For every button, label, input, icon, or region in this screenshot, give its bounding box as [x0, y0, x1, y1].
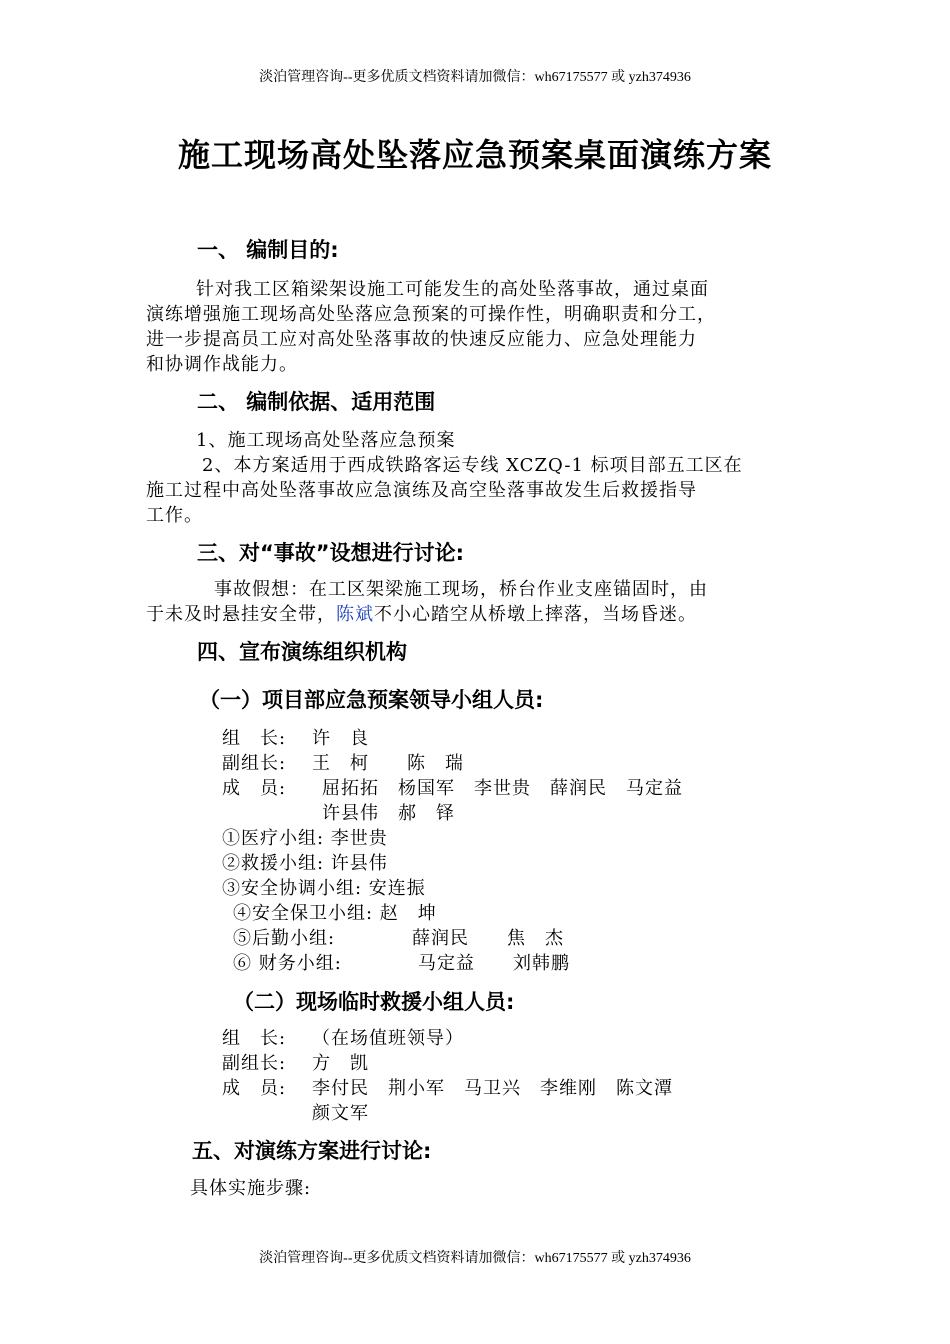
team-line: ①医疗小组: 李世贵: [222, 828, 388, 849]
section-2-line: 施工过程中高处坠落事故应急演练及高空坠落事故发生后救援指导: [146, 480, 697, 501]
section-5-heading: 五、对演练方案进行讨论:: [192, 1139, 432, 1163]
document-title: 施工现场高处坠落应急预案桌面演练方案: [177, 136, 772, 174]
section-3-text-a: 于未及时悬挂安全带，: [146, 604, 336, 625]
g1-leader-label: 组 长:: [222, 728, 287, 749]
g1-deputy: 王 柯 陈 瑞: [312, 753, 464, 774]
team-line: ④安全保卫小组: 赵 坤: [233, 903, 437, 924]
page-header: 淡泊管理咨询--更多优质文档资料请加微信：wh67175577 或 yzh374936: [259, 70, 691, 85]
team-line: ②救援小组: 许县伟: [222, 853, 388, 874]
section-2-line: 2、本方案适用于西成铁路客运专线 XCZQ-1 标项目部五工区在: [202, 455, 743, 476]
section-3-heading: 三、对“事故”设想进行讨论:: [197, 541, 465, 565]
section-1-line: 针对我工区箱梁架设施工可能发生的高处坠落事故，通过桌面: [196, 279, 709, 300]
subsection-2-heading: （二）现场临时救援小组人员:: [233, 990, 515, 1014]
g1-members: 屈拓拓 杨国军 李世贵 薛润民 马定益: [322, 778, 683, 799]
section-1-heading: 一、 编制目的:: [197, 238, 339, 262]
section-3-line: 事故假想：在工区架梁施工现场，桥台作业支座锚固时，由: [214, 579, 708, 600]
g2-members: 颜文军: [312, 1103, 369, 1124]
team-6-label: ⑥ 财务小组:: [233, 953, 342, 974]
section-2-line: 1、施工现场高处坠落应急预案: [196, 430, 456, 451]
g2-members: 李付民 荆小军 马卫兴 李维刚 陈文潭: [312, 1078, 673, 1099]
section-5-line: 具体实施步骤:: [190, 1178, 312, 1199]
g2-deputy: 方 凯: [312, 1053, 369, 1074]
person-name-link[interactable]: 陈斌: [336, 604, 374, 625]
g2-members-label: 成 员:: [222, 1078, 287, 1099]
g1-leader: 许 良: [312, 728, 369, 749]
section-4-heading: 四、宣布演练组织机构: [197, 640, 407, 664]
team-5-label: ⑤后勤小组:: [233, 928, 336, 949]
team-line: ③安全协调小组: 安连振: [222, 878, 426, 899]
team-5-members: 薛润民 焦 杰: [412, 928, 564, 949]
g2-deputy-label: 副组长:: [222, 1053, 287, 1074]
g1-deputy-label: 副组长:: [222, 753, 287, 774]
section-2-line: 工作。: [146, 505, 203, 526]
g2-leader-label: 组 长:: [222, 1028, 287, 1049]
team-6-members: 马定益 刘韩鹏: [418, 953, 570, 974]
section-1-line: 进一步提高员工应对高处坠落事故的快速反应能力、应急处理能力: [146, 329, 697, 350]
page-footer: 淡泊管理咨询--更多优质文档资料请加微信：wh67175577 或 yzh374936: [259, 1251, 691, 1266]
section-3-text-b: 不小心踏空从桥墩上摔落，当场昏迷。: [374, 604, 697, 625]
g1-members: 许县伟 郝 铎: [322, 803, 455, 824]
section-2-heading: 二、 编制依据、适用范围: [197, 390, 436, 414]
section-1-line: 演练增强施工现场高处坠落应急预案的可操作性，明确职责和分工，: [146, 304, 716, 325]
section-3-line-2: [146, 600, 697, 626]
g2-leader: （在场值班领导）: [312, 1028, 464, 1049]
subsection-1-heading: （一）项目部应急预案领导小组人员:: [199, 688, 544, 712]
section-1-line: 和协调作战能力。: [146, 354, 298, 375]
g1-members-label: 成 员:: [222, 778, 287, 799]
